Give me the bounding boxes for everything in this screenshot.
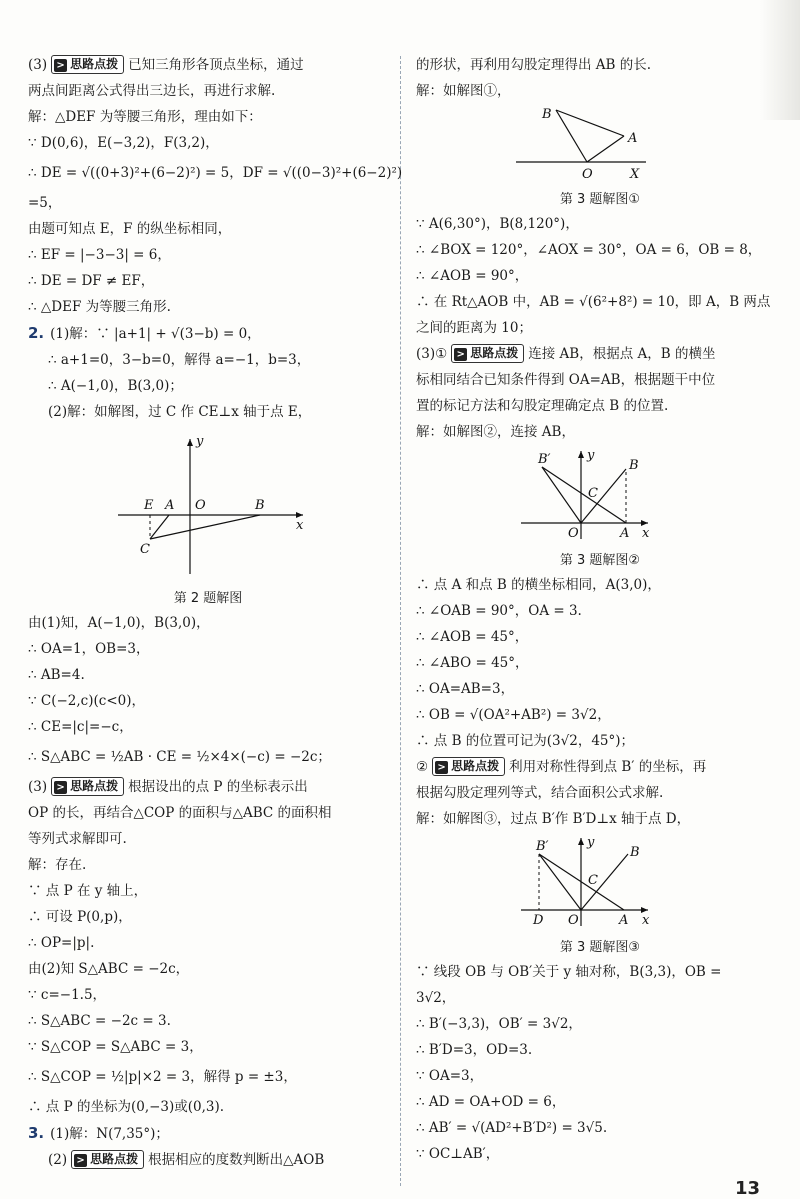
line: ∴ CE=|c|=−c，	[28, 719, 133, 735]
svg-text:O: O	[568, 913, 579, 928]
line: ∴ OA=AB=3，	[416, 681, 515, 697]
q3-diagram-3	[416, 836, 784, 928]
right-column	[416, 52, 784, 1167]
line: 标相同结合已知条件得到 OA=AB，根据题干中位	[416, 372, 716, 388]
page-number: 13	[734, 1178, 760, 1199]
line: 之间的距离为 10；	[416, 320, 532, 336]
line: 由题可知点 E，F 的纵坐标相同，	[28, 221, 232, 237]
line: ∴ EF = |−3−3| = 6，	[28, 247, 171, 263]
line: 解：如解图③，过点 B′作 B′D⊥x 轴于点 D，	[416, 811, 691, 827]
line: ∵ 点 P 在 y 轴上，	[28, 883, 148, 899]
line: ∴ S△ABC = −2c = 3.	[28, 1013, 171, 1029]
line: ∴ AB′ = √(AD²+B′D²) = 3√5.	[416, 1120, 608, 1136]
line: 3√2，	[416, 990, 456, 1006]
line: ∵ S△COP = S△ABC = 3，	[28, 1039, 203, 1055]
chevron-right-icon: >	[54, 781, 67, 794]
line: ∴ 点 A 和点 B 的横坐标相同，A(3,0)，	[416, 577, 661, 593]
svg-text:D: D	[533, 913, 544, 928]
line: ∵ 线段 OB 与 OB′关于 y 轴对称，B(3,3)，OB =	[416, 964, 722, 980]
line: ∴ 可设 P(0,p)，	[28, 909, 132, 925]
column-divider	[400, 56, 401, 1186]
line: ∴ A(−1,0)，B(3,0)；	[48, 378, 183, 394]
svg-text:C: C	[588, 486, 598, 501]
line: ∴ ∠AOB = 90°，	[416, 268, 529, 284]
line: 置的标记方法和勾股定理确定点 B 的位置.	[416, 398, 669, 414]
line: ∴ S△ABC = ½AB · CE = ½×4×(−c) = −2c；	[28, 749, 331, 765]
line: 的形状，再利用勾股定理得出 AB 的长.	[416, 57, 652, 73]
line: ∴ 在 Rt△AOB 中，AB = √(6²+8²) = 10，即 A，B 两点	[416, 294, 771, 310]
svg-text:O: O	[195, 498, 206, 513]
hint-tag: > 思路点拨	[71, 1150, 144, 1169]
line: 解：存在.	[28, 857, 87, 873]
line: ∵ OA=3，	[416, 1068, 484, 1084]
svg-text:B′: B′	[538, 452, 551, 467]
line: 解：如解图②，连接 AB，	[416, 424, 575, 440]
line: (3)① > 思路点拨 连接 AB，根据点 A，B 的横坐	[416, 346, 716, 362]
q3-diagram-1	[416, 108, 784, 180]
figure-caption: 第 3 题解图①	[559, 192, 641, 207]
line: 解：△DEF 为等腰三角形，理由如下：	[28, 109, 262, 125]
line: 由(1)知，A(−1,0)，B(3,0)，	[28, 615, 210, 631]
figure-q2	[28, 429, 388, 610]
line: ∵ A(6,30°)，B(8,120°)，	[416, 216, 579, 232]
line: ∴ ∠BOX = 120°，∠AOX = 30°，OA = 6，OB = 8，	[416, 242, 762, 258]
line: ∴ △DEF 为等腰三角形.	[28, 299, 171, 315]
line: ∴ OA=1，OB=3，	[28, 641, 150, 657]
line: 两点间距离公式得出三边长，再进行求解.	[28, 83, 276, 99]
svg-text:B: B	[629, 458, 639, 473]
line: ∴ AB=4.	[28, 667, 85, 683]
line: ∴ AD = OA+OD = 6，	[416, 1094, 566, 1110]
line: ∵ D(0,6)，E(−3,2)，F(3,2)，	[28, 135, 219, 151]
hint-tag: > 思路点拨	[451, 344, 524, 363]
figure-caption: 第 3 题解图③	[559, 940, 641, 955]
svg-text:A: A	[619, 913, 629, 928]
figure-q3-2	[416, 449, 784, 572]
svg-text:O: O	[582, 167, 593, 180]
hint-tag: > 思路点拨	[432, 757, 505, 776]
svg-text:A: A	[165, 498, 175, 513]
line: ∵ OC⊥AB′，	[416, 1146, 500, 1162]
line: ∴ OB = √(OA²+AB²) = 3√2，	[416, 707, 611, 723]
question-3-line: 3. (1)解：N(7,35°)；	[28, 1124, 169, 1142]
line: ∴ DE = √((0+3)²+(6−2)²) = 5，DF = √((0−3)²+(6−2)²)	[28, 165, 403, 181]
svg-text:C: C	[140, 542, 150, 557]
chevron-right-icon: >	[435, 761, 448, 774]
svg-text:O: O	[568, 526, 579, 541]
q2-diagram	[28, 429, 388, 579]
line: 由(2)知 S△ABC = −2c，	[28, 961, 190, 977]
left-column	[28, 52, 403, 1173]
svg-text:x: x	[296, 518, 304, 533]
svg-text:A: A	[628, 131, 638, 146]
line: (2) > 思路点拨 根据相应的度数判断出△AOB	[48, 1152, 325, 1168]
svg-text:y: y	[587, 449, 595, 463]
q3-diagram-2	[416, 449, 784, 541]
chevron-right-icon: >	[454, 348, 467, 361]
hint-tag: > 思路点拨	[51, 777, 124, 796]
svg-text:y: y	[196, 434, 204, 449]
line: ∴ a+1=0，3−b=0，解得 a=−1，b=3，	[48, 352, 311, 368]
line: OP 的长，再结合△COP 的面积与△ABC 的面积相	[28, 805, 332, 821]
figure-q3-1	[416, 108, 784, 211]
line: ∴ ∠ABO = 45°，	[416, 655, 529, 671]
line: 解：如解图①，	[416, 83, 511, 99]
line: ∵ C(−2,c)(c<0)，	[28, 693, 145, 709]
svg-text:X: X	[630, 167, 640, 180]
line: (3) > 思路点拨 已知三角形各顶点坐标，通过	[28, 57, 304, 73]
line: ∴ 点 P 的坐标为(0,−3)或(0,3).	[28, 1099, 225, 1115]
line: ∴ OP=|p|.	[28, 935, 95, 951]
svg-text:x: x	[642, 913, 650, 928]
svg-text:B′: B′	[536, 839, 549, 854]
line: ∴ ∠OAB = 90°，OA = 3.	[416, 603, 582, 619]
line: 等列式求解即可.	[28, 831, 127, 847]
hint-tag: > 思路点拨	[51, 55, 124, 74]
svg-text:B: B	[255, 498, 265, 513]
svg-text:A: A	[620, 526, 630, 541]
line: (3) > 思路点拨 根据设出的点 P 的坐标表示出	[28, 779, 308, 795]
line: ∴ DE = DF ≠ EF，	[28, 273, 155, 289]
figure-caption: 第 3 题解图②	[559, 553, 641, 568]
line: (2)解：如解图，过 C 作 CE⊥x 轴于点 E，	[48, 404, 312, 420]
svg-text:E: E	[144, 498, 154, 513]
line: ② > 思路点拨 利用对称性得到点 B′ 的坐标，再	[416, 759, 707, 775]
line: ∴ 点 B 的位置可记为(3√2，45°)；	[416, 733, 635, 749]
svg-text:x: x	[642, 526, 650, 541]
line: =5，	[28, 195, 62, 211]
line: ∴ S△COP = ½|p|×2 = 3，解得 p = ±3，	[28, 1069, 297, 1085]
line: ∵ c=−1.5，	[28, 987, 107, 1003]
line: ∴ B′(−3,3)，OB′ = 3√2，	[416, 1016, 582, 1032]
svg-text:y: y	[587, 836, 595, 850]
question-2-line: 2. (1)解：∵ |a+1| + √(3−b) = 0，	[28, 324, 261, 342]
figure-q3-3	[416, 836, 784, 959]
line: ∴ B′D=3，OD=3.	[416, 1042, 533, 1058]
svg-text:C: C	[588, 873, 598, 888]
line: 根据勾股定理列等式，结合面积公式求解.	[416, 785, 664, 801]
svg-text:B: B	[542, 108, 552, 122]
chevron-right-icon: >	[74, 1154, 87, 1167]
line: ∴ ∠AOB = 45°，	[416, 629, 529, 645]
svg-text:B: B	[630, 845, 640, 860]
figure-caption: 第 2 题解图	[173, 591, 243, 606]
chevron-right-icon: >	[54, 59, 67, 72]
